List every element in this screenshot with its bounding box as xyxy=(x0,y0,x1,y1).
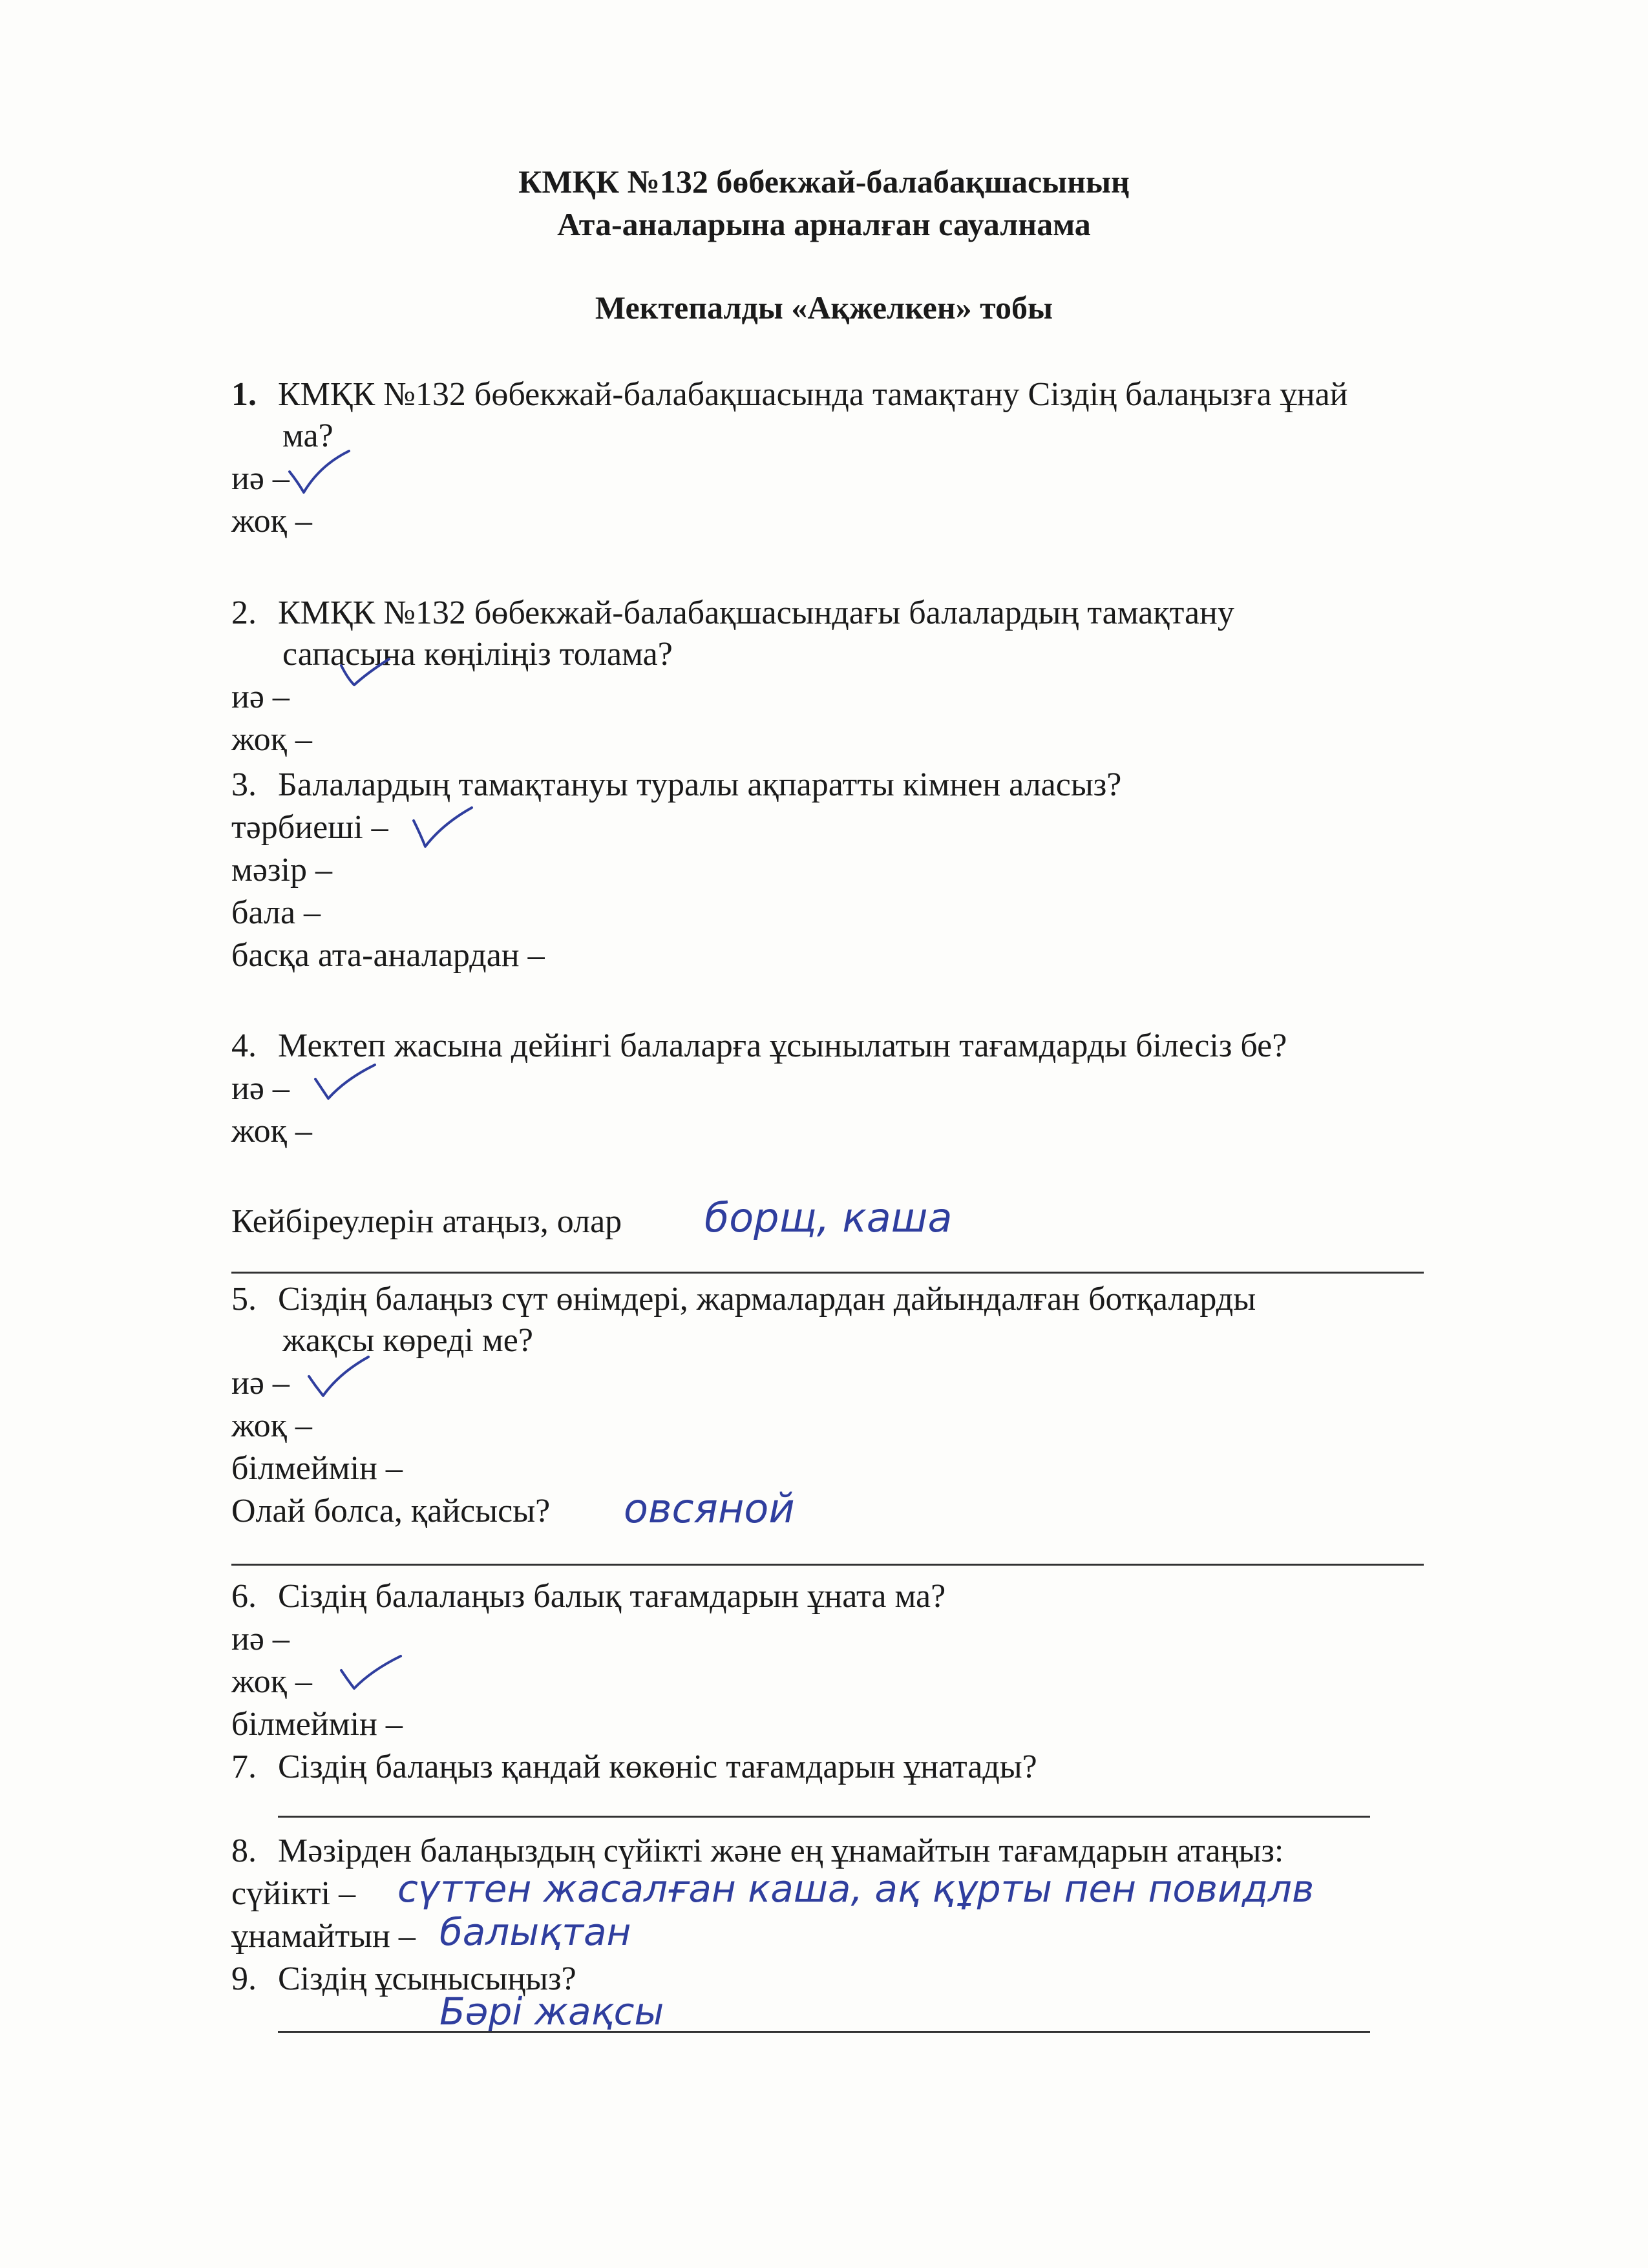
q4-answer-line xyxy=(231,1272,1424,1274)
q9-answer-line xyxy=(278,2031,1370,2033)
q2-option-yes: иә – xyxy=(231,678,290,715)
q7-text: Сіздің балаңыз қандай көкөніс тағамдарын ұнатады? xyxy=(278,1748,1037,1785)
q7-answer-line xyxy=(278,1816,1370,1818)
q2-text-line1: КМҚК №132 бөбекжай-балабақшасындағы балалардың тамақтану xyxy=(278,594,1234,631)
q6-option-no: жоқ – xyxy=(231,1663,312,1700)
q8-dislike-label: ұнамайтын – xyxy=(231,1918,416,1955)
q5-option-yes: иә – xyxy=(231,1365,290,1402)
q6-option-yes: иә – xyxy=(231,1621,290,1657)
q5-text-line1: Сіздің балаңыз сүт өнімдері, жармалардан дайындалған ботқаларды xyxy=(278,1281,1256,1318)
q4-text: Мектеп жасына дейінгі балаларға ұсынылатын тағамдарды білесіз бе? xyxy=(278,1027,1287,1064)
q1-number: 1. xyxy=(231,376,257,413)
q6-check-mark xyxy=(336,1651,407,1696)
q6-option-dont-know: білмеймін – xyxy=(231,1706,403,1743)
q5-option-dont-know: білмеймін – xyxy=(231,1450,403,1487)
q7-number: 7. xyxy=(231,1748,257,1785)
q3-option-menu: мәзір – xyxy=(231,852,332,888)
q5-option-no: жоқ – xyxy=(231,1407,312,1444)
q4-option-yes: иә – xyxy=(231,1070,290,1107)
q4-followup-label: Кейбіреулерін атаңыз, олар xyxy=(231,1203,622,1240)
q5-number: 5. xyxy=(231,1281,257,1318)
q3-option-other-parents: басқа ата-аналардан – xyxy=(231,937,545,974)
q6-text: Сіздің балалаңыз балық тағамдарын ұната ма? xyxy=(278,1578,946,1615)
q5-check-mark xyxy=(304,1350,375,1402)
q2-check-mark xyxy=(336,653,394,691)
q5-answer-line xyxy=(231,1564,1424,1566)
q9-text: Сіздің ұсынысыңыз? xyxy=(278,1960,576,1997)
group-title: Мектепалды «Ақжелкен» тобы xyxy=(595,289,1053,326)
q2-text-line2: сапасына көңіліңіз толама? xyxy=(282,636,673,673)
q4-handwritten-answer: борщ, каша xyxy=(704,1194,953,1241)
q8-number: 8. xyxy=(231,1832,257,1869)
q2-option-no: жоқ – xyxy=(231,721,312,758)
q1-option-yes: иә – xyxy=(231,460,290,497)
q9-handwritten-answer: Бәрі жақсы xyxy=(439,1990,664,2033)
q1-option-no: жоқ – xyxy=(231,503,312,540)
q3-text: Балалардың тамақтануы туралы ақпаратты кімнен аласыз? xyxy=(278,766,1122,803)
q1-text-line2: ма? xyxy=(282,417,333,454)
q8-dislike-answer: балықтан xyxy=(439,1910,631,1954)
q4-option-no: жоқ – xyxy=(231,1113,312,1150)
q3-option-child: бала – xyxy=(231,894,321,931)
q3-number: 3. xyxy=(231,766,257,803)
q8-text: Мәзірден балаңыздың сүйікті және ең ұнамайтын тағамдарын атаңыз: xyxy=(278,1832,1284,1869)
q9-number: 9. xyxy=(231,1960,257,1997)
title-line-1: КМҚК №132 бөбекжай-балабақшасының xyxy=(518,163,1130,200)
q5-handwritten-answer: овсяной xyxy=(624,1485,795,1532)
q4-number: 4. xyxy=(231,1027,257,1064)
q3-option-teacher: тәрбиеші – xyxy=(231,809,388,846)
q8-favorite-answer: сүттен жасалған каша, ақ құрты пен повидлв xyxy=(397,1867,1315,1911)
q4-check-mark xyxy=(310,1060,381,1105)
q6-number: 6. xyxy=(231,1578,257,1615)
q2-number: 2. xyxy=(231,594,257,631)
q1-check-mark xyxy=(284,446,355,498)
q5-text-line2: жақсы көреді ме? xyxy=(282,1322,533,1359)
title-line-2: Ата-аналарына арналған сауалнама xyxy=(557,206,1091,242)
q3-check-mark xyxy=(407,801,478,853)
q1-text-line1: КМҚК №132 бөбекжай-балабақшасында тамақтану Сіздің балаңызға ұнай xyxy=(278,376,1348,413)
q5-followup-label: Олай болса, қайсысы? xyxy=(231,1493,551,1529)
q8-favorite-label: сүйікті – xyxy=(231,1875,356,1912)
